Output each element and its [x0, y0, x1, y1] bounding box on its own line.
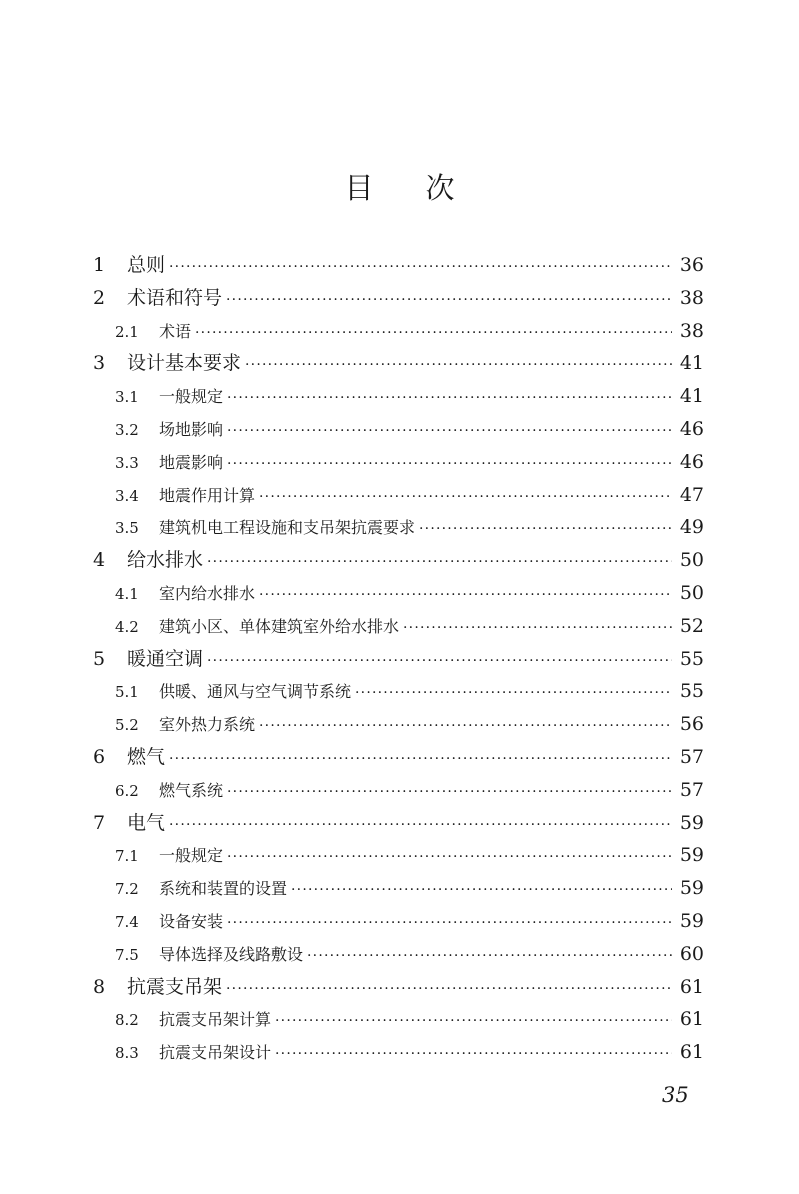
toc-entry-title: 暖通空调 [127, 647, 204, 670]
dot-leader [169, 743, 672, 776]
toc-entry-title: 设备安装 [159, 911, 224, 931]
dot-leader [227, 776, 672, 809]
toc-entry-page: 61 [679, 1008, 704, 1031]
toc-entry-title: 术语和符号 [127, 286, 223, 309]
toc-chapter-row [93, 971, 704, 1004]
toc-chapter-row [93, 249, 704, 282]
toc-section-row [93, 872, 704, 905]
dot-leader [259, 710, 672, 743]
toc-entry-title: 电气 [127, 811, 166, 834]
toc-entry-page: 61 [679, 975, 704, 998]
toc-entry-number: 3.2 [115, 420, 139, 439]
toc-entry-number: 7.5 [115, 945, 139, 964]
toc-section-row [93, 675, 704, 708]
toc-entry-page: 52 [679, 614, 704, 637]
dot-leader [259, 481, 672, 514]
toc-entry-page: 47 [679, 483, 704, 506]
toc-section-row [93, 938, 704, 971]
dot-leader [419, 513, 672, 546]
toc-entry-title: 术语 [159, 321, 192, 341]
toc-entry-title: 系统和装置的设置 [159, 879, 288, 899]
toc-entry-title: 燃气系统 [159, 780, 224, 800]
toc-section-row [93, 610, 704, 643]
toc-entry-page: 46 [679, 450, 704, 473]
dot-leader [227, 841, 672, 874]
dot-leader [275, 1038, 672, 1071]
title-char-1: 目 [344, 171, 374, 205]
toc-entry-title: 场地影响 [159, 419, 224, 439]
dot-leader [403, 612, 672, 645]
toc-entry-page: 57 [679, 778, 704, 801]
toc-chapter-row [93, 643, 704, 676]
toc-entry-title: 建筑机电工程设施和支吊架抗震要求 [159, 518, 416, 538]
toc-entry-page: 55 [679, 680, 704, 703]
toc-entry-number: 7.1 [115, 847, 139, 866]
toc-entry-title: 总则 [127, 254, 166, 276]
toc-entry-number: 3.5 [115, 519, 139, 538]
dot-leader [227, 382, 672, 415]
toc-entry-number: 6 [93, 745, 106, 768]
toc-entry-page: 36 [679, 254, 704, 276]
dot-leader [307, 940, 672, 973]
title-char-2: 次 [425, 171, 455, 205]
toc-entry-number: 5.2 [115, 716, 139, 735]
toc-entry-title: 一般规定 [159, 387, 224, 407]
toc-chapter-row [93, 347, 704, 380]
toc-section-row [93, 511, 704, 544]
toc-entry-title: 室外热力系统 [159, 715, 256, 735]
toc-section-row [93, 380, 704, 413]
dot-leader [245, 349, 672, 382]
toc-entry-page: 59 [679, 909, 704, 932]
toc-entry-page: 57 [679, 745, 704, 768]
page-title [0, 166, 799, 207]
toc-entry-number: 6.2 [115, 781, 139, 800]
toc-entry-number: 3.1 [115, 388, 139, 407]
dot-leader [169, 251, 672, 284]
toc-entry-number: 3 [93, 352, 106, 375]
toc-entry-number: 4.1 [115, 584, 139, 603]
toc-entry-number: 1 [93, 254, 106, 276]
toc-entry-page: 38 [679, 319, 704, 342]
toc-section-row [93, 905, 704, 938]
dot-leader [275, 1005, 672, 1038]
toc-entry-title: 抗震支吊架 [127, 975, 223, 998]
dot-leader [227, 448, 672, 481]
dot-leader [207, 546, 672, 579]
toc-entry-number: 3.4 [115, 486, 139, 505]
toc-entry-title: 导体选择及线路敷设 [159, 944, 304, 964]
toc-entry-page: 59 [679, 877, 704, 900]
toc-entry-number: 7 [93, 811, 106, 834]
toc-entry-page: 50 [679, 549, 704, 572]
toc-entry-number: 4.2 [115, 617, 139, 636]
toc-section-row [93, 479, 704, 512]
table-of-contents [93, 249, 704, 1069]
toc-entry-page: 41 [679, 385, 704, 408]
toc-entry-number: 5 [93, 647, 106, 670]
toc-entry-number: 3.3 [115, 453, 139, 472]
dot-leader [207, 645, 672, 678]
dot-leader [355, 677, 672, 710]
toc-section-row [93, 315, 704, 348]
toc-entry-number: 8.3 [115, 1044, 139, 1063]
toc-chapter-row [93, 544, 704, 577]
dot-leader [195, 317, 672, 350]
dot-leader [227, 907, 672, 940]
toc-section-row [93, 774, 704, 807]
toc-entry-title: 燃气 [127, 745, 166, 768]
toc-section-row [93, 577, 704, 610]
toc-entry-page: 60 [679, 942, 704, 965]
page-number: 35 [662, 1083, 689, 1107]
toc-entry-page: 59 [679, 844, 704, 867]
toc-entry-title: 地震作用计算 [159, 485, 256, 505]
toc-entry-title: 设计基本要求 [127, 352, 242, 375]
toc-entry-number: 8 [93, 975, 106, 998]
toc-entry-number: 8.2 [115, 1011, 139, 1030]
toc-entry-title: 供暖、通风与空气调节系统 [159, 682, 352, 702]
toc-entry-title: 室内给水排水 [159, 583, 256, 603]
toc-entry-title: 地震影响 [159, 452, 224, 472]
toc-entry-number: 7.4 [115, 912, 139, 931]
dot-leader [259, 579, 672, 612]
dot-leader [226, 284, 672, 317]
dot-leader [227, 415, 672, 448]
toc-entry-page: 56 [679, 713, 704, 736]
toc-entry-page: 55 [679, 647, 704, 670]
toc-section-row [93, 413, 704, 446]
dot-leader [291, 874, 672, 907]
toc-section-row [93, 839, 704, 872]
toc-entry-page: 61 [679, 1041, 704, 1064]
toc-section-row [93, 1003, 704, 1036]
toc-entry-page: 41 [679, 352, 704, 375]
toc-entry-number: 2 [93, 286, 106, 309]
toc-entry-number: 2.1 [115, 322, 139, 341]
toc-entry-title: 抗震支吊架设计 [159, 1043, 272, 1063]
toc-entry-title: 给水排水 [127, 549, 204, 572]
toc-section-row [93, 708, 704, 741]
toc-entry-page: 38 [679, 286, 704, 309]
toc-entry-number: 5.1 [115, 683, 139, 702]
toc-entry-title: 一般规定 [159, 846, 224, 866]
toc-chapter-row [93, 807, 704, 840]
toc-entry-number: 4 [93, 549, 106, 572]
dot-leader [169, 809, 672, 842]
toc-entry-page: 59 [679, 811, 704, 834]
toc-entry-page: 46 [679, 417, 704, 440]
toc-section-row [93, 1036, 704, 1069]
dot-leader [226, 973, 672, 1006]
toc-entry-title: 抗震支吊架计算 [159, 1010, 272, 1030]
toc-chapter-row [93, 741, 704, 774]
toc-chapter-row [93, 282, 704, 315]
toc-entry-page: 50 [679, 581, 704, 604]
toc-entry-number: 7.2 [115, 880, 139, 899]
toc-entry-title: 建筑小区、单体建筑室外给水排水 [159, 616, 400, 636]
toc-section-row [93, 446, 704, 479]
toc-entry-page: 49 [679, 516, 704, 539]
